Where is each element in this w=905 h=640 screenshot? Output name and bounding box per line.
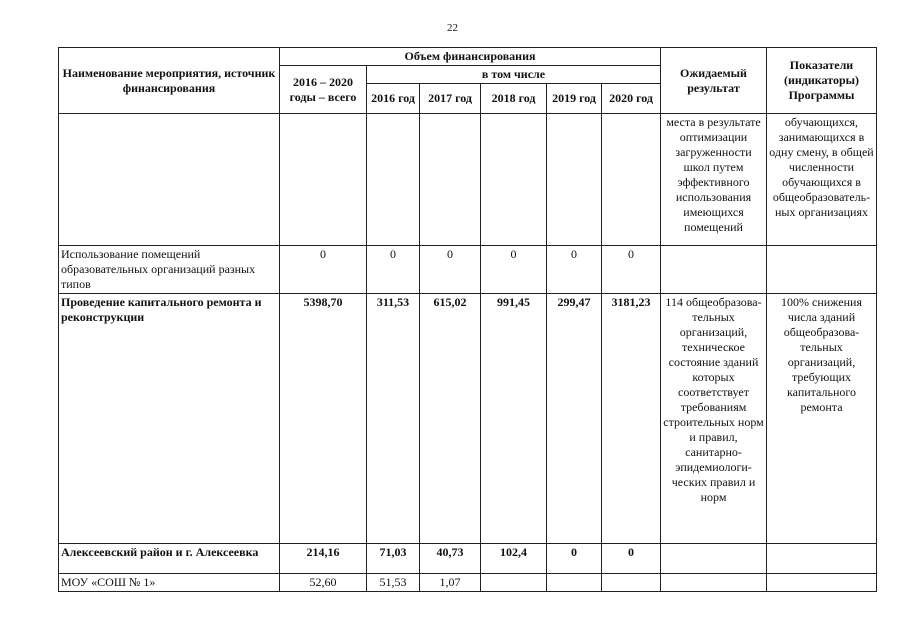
cell-expected: [661, 544, 767, 574]
cell-indicator: 100% снижения числа зданий общеобразова-тельных организаций, требующих капитального ремонта: [767, 294, 877, 544]
table-row: [59, 294, 877, 544]
cell-2017: 40,73: [420, 544, 481, 574]
table-row: [59, 114, 877, 246]
cell-2018: [481, 574, 547, 592]
cell-2016: 0: [367, 246, 420, 294]
header-year-2016: 2016 год: [367, 84, 420, 114]
cell-2016: [367, 114, 420, 246]
header-year-2017: 2017 год: [420, 84, 481, 114]
row-name: Проведение капитального ремонта и реконструкции: [59, 294, 280, 544]
cell-expected: [661, 574, 767, 592]
table-row: [59, 544, 877, 574]
cell-2016: 71,03: [367, 544, 420, 574]
cell-indicator: [767, 544, 877, 574]
cell-2020: 3181,23: [602, 294, 661, 544]
cell-2018: 0: [481, 246, 547, 294]
cell-2019: [547, 574, 602, 592]
cell-indicator: [767, 246, 877, 294]
cell-2016: 51,53: [367, 574, 420, 592]
cell-2018: 991,45: [481, 294, 547, 544]
page-number: 22: [447, 22, 458, 34]
header-year-2020: 2020 год: [602, 84, 661, 114]
row-name: Алексеевский район и г. Алексеевка: [59, 544, 280, 574]
cell-indicator: [767, 574, 877, 592]
cell-expected: 114 общеобразова-тельных организаций, техническое состояние зданий которых соответствует требованиям строительных норм и правил, санитарно-эпидемиологи-ческих правил и норм: [661, 294, 767, 544]
cell-total: 0: [280, 246, 367, 294]
cell-2020: 0: [602, 544, 661, 574]
cell-2019: 0: [547, 246, 602, 294]
cell-2018: 102,4: [481, 544, 547, 574]
header-funding: Объем финансирования: [280, 48, 661, 66]
cell-2017: 0: [420, 246, 481, 294]
row-name: Использование помещений образовательных организаций разных типов: [59, 246, 280, 294]
cell-total: 52,60: [280, 574, 367, 592]
header-indicators: Показатели (индикаторы) Программы: [767, 48, 877, 114]
cell-2017: 1,07: [420, 574, 481, 592]
cell-2016: 311,53: [367, 294, 420, 544]
cell-2020: [602, 114, 661, 246]
cell-2017: [420, 114, 481, 246]
cell-2020: 0: [602, 246, 661, 294]
cell-2019: [547, 114, 602, 246]
cell-2019: 299,47: [547, 294, 602, 544]
header-name: Наименование мероприятия, источник финансирования: [59, 48, 280, 114]
financing-table: [58, 47, 877, 592]
cell-indicator: обучающихся, занимающихся в одну смену, в общей численности обучающихся в общеобразователь-ных организациях: [767, 114, 877, 246]
cell-2020: [602, 574, 661, 592]
table-row: [59, 246, 877, 294]
cell-total: 214,16: [280, 544, 367, 574]
header-total: 2016 – 2020 годы – всего: [280, 66, 367, 114]
header-year-2019: 2019 год: [547, 84, 602, 114]
cell-2019: 0: [547, 544, 602, 574]
cell-expected: места в результате оптимизации загруженности школ путем эффективного использования имеющихся помещений: [661, 114, 767, 246]
cell-expected: [661, 246, 767, 294]
header-expected: Ожидаемый результат: [661, 48, 767, 114]
row-name: МОУ «СОШ № 1»: [59, 574, 280, 592]
cell-2017: 615,02: [420, 294, 481, 544]
table-row: [59, 574, 877, 592]
row-name: [59, 114, 280, 246]
header-including: в том числе: [367, 66, 661, 84]
cell-total: 5398,70: [280, 294, 367, 544]
header-year-2018: 2018 год: [481, 84, 547, 114]
cell-total: [280, 114, 367, 246]
cell-2018: [481, 114, 547, 246]
